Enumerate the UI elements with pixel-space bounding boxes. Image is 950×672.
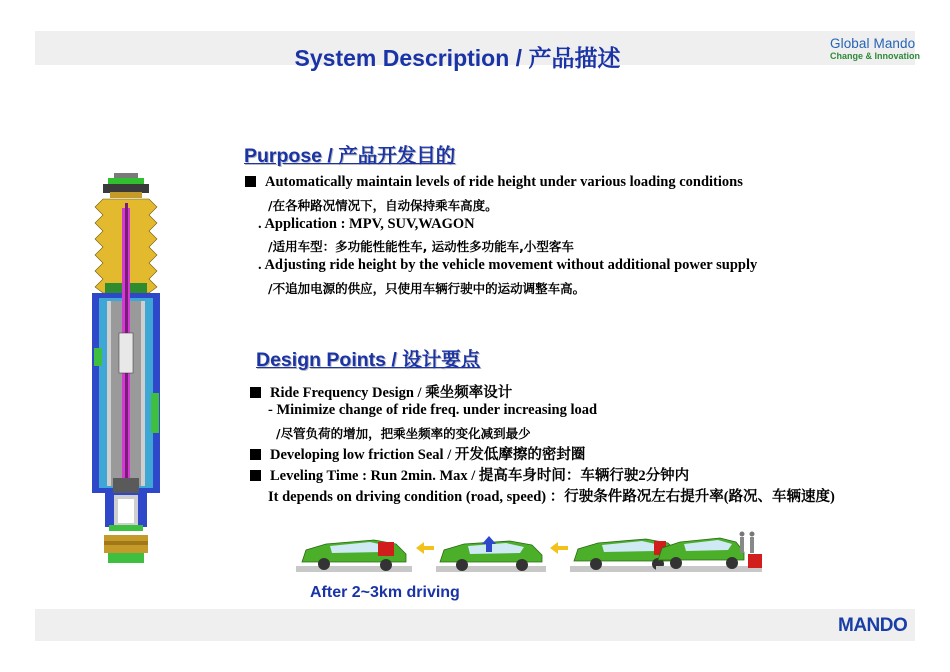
design-point-line: It depends on driving condition (road, speed) ：行驶条件路况左右提升率(路况、车辆速度) xyxy=(268,489,835,505)
car-lowered-icon xyxy=(436,536,546,572)
bullet-square-icon xyxy=(250,449,261,460)
purpose-line: /在各种路况情况下，自动保持乘车高度。 xyxy=(268,198,498,213)
purpose-line: . Application : MPV, SUV,WAGON xyxy=(258,216,475,232)
purpose-line: /不追加电源的供应，只使用车辆行驶中的运动调整车高。 xyxy=(268,281,586,296)
design-point-bullet: Developing low friction Seal / 开发低摩擦的密封圈 xyxy=(250,443,585,464)
arrow-icon xyxy=(550,542,568,554)
footer-band xyxy=(35,609,915,641)
car-leveling-illustration xyxy=(296,528,766,578)
shock-absorber-illustration xyxy=(85,173,167,567)
purpose-bullet: Automatically maintain levels of ride height under various loading conditions xyxy=(245,174,743,191)
purpose-line: . Adjusting ride height by the vehicle movement without additional power supply xyxy=(258,257,758,273)
purpose-line: /适用车型：多功能性能性车, 运动性多功能车,小型客车 xyxy=(268,239,574,254)
bullet-square-icon xyxy=(245,176,256,187)
purpose-title: Purpose / 产品开发目的 xyxy=(244,145,456,167)
mando-logo: MANDO xyxy=(838,615,908,636)
brand-name: Global Mando xyxy=(830,36,916,51)
global-mando-logo xyxy=(830,37,920,61)
car-leveled-icon xyxy=(656,532,762,573)
bullet-square-icon xyxy=(250,387,261,398)
design-points-title: Design Points / 设计要点 xyxy=(256,349,481,371)
brand-tagline: Change & Innovation xyxy=(830,50,920,61)
design-point-line: - Minimize change of ride freq. under increasing load xyxy=(268,402,598,418)
design-point-line: /尽管负荷的增加，把乘坐频率的变化减到最少 xyxy=(276,426,531,441)
arrow-icon xyxy=(416,542,434,554)
car-loaded-icon xyxy=(296,540,412,572)
page-title: System Description / 产品描述 xyxy=(294,45,621,71)
illustration-caption: After 2~3km driving xyxy=(310,584,460,601)
design-point-bullet: Leveling Time : Run 2min. Max / 提高车身时间：车辆行驶2分钟内 xyxy=(250,464,689,485)
design-point-bullet: Ride Frequency Design / 乘坐频率设计 xyxy=(250,381,512,402)
bullet-square-icon xyxy=(250,470,261,481)
